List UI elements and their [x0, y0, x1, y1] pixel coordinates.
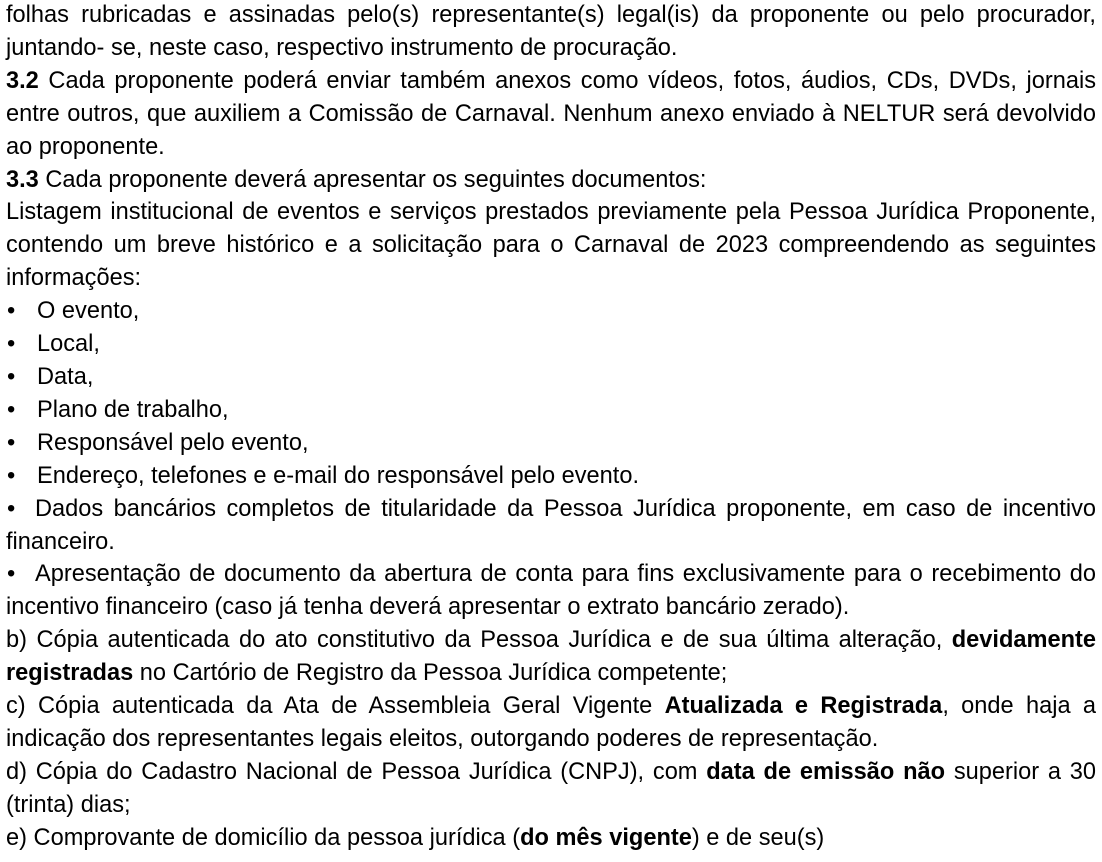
- item-text: no Cartório de Registro da Pessoa Jurídica competente;: [133, 660, 728, 687]
- list-item: [6, 394, 1096, 427]
- item-text: e) Comprovante de domicílio da pessoa jurídica (: [6, 824, 521, 851]
- list-item: [6, 427, 1096, 460]
- section-text: Cada proponente deverá apresentar os seguintes documentos:: [38, 166, 707, 193]
- list-item-text: O evento,: [37, 298, 140, 325]
- bullet-icon: •: [7, 429, 16, 456]
- bullet-icon: •: [7, 298, 16, 325]
- item-text: superior a 30 (trinta) dias;: [6, 758, 1096, 818]
- list-item: [6, 558, 1096, 624]
- list-item-text: Responsável pelo evento,: [37, 429, 309, 456]
- item-text: ) e de seu(s): [691, 824, 825, 851]
- item-b: [6, 624, 1096, 690]
- list-item-text: Data,: [37, 363, 94, 390]
- bullet-icon: •: [7, 396, 16, 423]
- list-item-text: Local,: [37, 331, 100, 358]
- list-item: [6, 295, 1096, 328]
- list-item-text: Plano de trabalho,: [37, 396, 229, 423]
- list-item: [6, 460, 1096, 493]
- paragraph-intro: folhas rubricadas e assinadas pelo(s) representante(s) legal(is) da proponente ou pelo procurador, juntando- se, neste caso, respectivo instrumento de procuração.: [6, 2, 1096, 61]
- section-3-2: [6, 65, 1096, 164]
- item-emphasis: do mês vigente: [520, 824, 692, 851]
- list-item-text: Endereço, telefones e e-mail do responsável pelo evento.: [37, 462, 640, 489]
- item-e: [6, 822, 1096, 855]
- document-page: [6, 0, 1096, 855]
- bullet-icon: •: [7, 462, 16, 489]
- item-text: b) Cópia autenticada do ato constitutivo da Pessoa Jurídica e de sua última alteração,: [6, 627, 952, 654]
- item-text: d) Cópia do Cadastro Nacional de Pessoa Jurídica (CNPJ), com: [6, 758, 707, 785]
- list-item: [6, 328, 1096, 361]
- item-text: c) Cópia autenticada da Ata de Assembleia Geral Vigente: [6, 693, 665, 720]
- paragraph-listagem: Listagem institucional de eventos e serviços prestados previamente pela Pessoa Jurídica Proponente, contendo um breve histórico e a solicitação para o Carnaval de 2023 compreendendo as seguintes informações:: [6, 199, 1096, 292]
- list-item-text: Apresentação de documento da abertura de conta para fins exclusivamente para o recebimento do incentivo financeiro (caso já tenha deverá apresentar o extrato bancário zerado).: [6, 561, 1096, 621]
- section-number: 3.3: [6, 166, 39, 193]
- section-number: 3.2: [6, 67, 39, 94]
- bullet-icon: •: [7, 331, 16, 358]
- item-c: [6, 690, 1096, 756]
- item-emphasis: devidamente registradas: [6, 627, 1096, 687]
- item-emphasis: data de emissão não: [706, 758, 946, 785]
- section-3-3: [6, 164, 1096, 197]
- list-item: [6, 493, 1096, 559]
- item-emphasis: Atualizada e Registrada: [664, 693, 943, 720]
- bullet-icon: •: [7, 561, 16, 588]
- list-item-text: Dados bancários completos de titularidade da Pessoa Jurídica proponente, em caso de incentivo financeiro.: [6, 495, 1096, 555]
- item-d: [6, 756, 1096, 822]
- bullet-icon: •: [7, 363, 16, 390]
- section-text: Cada proponente poderá enviar também anexos como vídeos, fotos, áudios, CDs, DVDs, jornais entre outros, que auxiliem a Comissão de Carnaval. Nenhum anexo enviado à NELTUR será devolvido ao proponente.: [6, 67, 1096, 160]
- bullet-list: [6, 295, 1096, 624]
- list-item: [6, 361, 1096, 394]
- bullet-icon: •: [7, 495, 16, 522]
- item-text: , onde haja a indicação dos representantes legais eleitos, outorgando poderes de representação.: [6, 693, 1097, 752]
